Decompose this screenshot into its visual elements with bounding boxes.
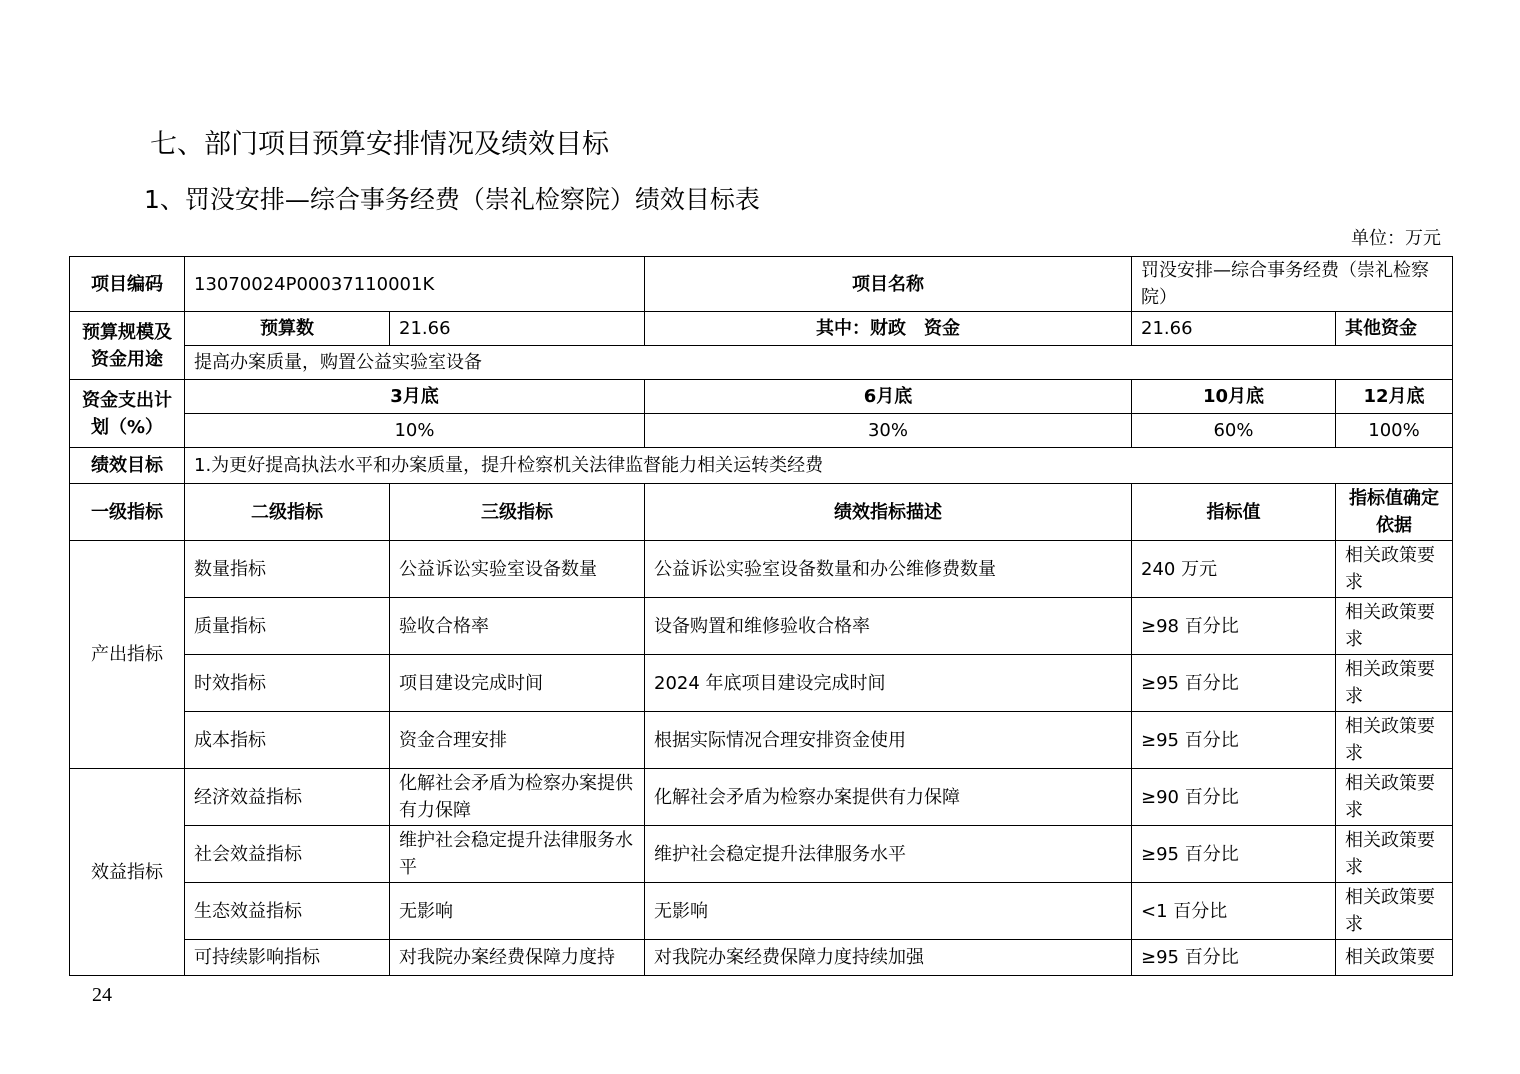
value-cell: 240 万元 [1132,541,1336,598]
basis-cell: 相关政策要求 [1336,541,1453,598]
description-cell: 2024 年底项目建设完成时间 [645,655,1132,712]
fiscal-funds-amount: 21.66 [1141,318,1193,339]
level2-cell: 时效指标 [185,655,390,712]
table-row [70,769,1453,826]
header-level3: 三级指标 [390,484,645,541]
basis-cell: 相关政策要 [1336,940,1453,976]
fiscal-funds-label: 其中：财政 资金 [645,312,1132,346]
header-value: 指标值 [1132,484,1336,541]
level3-cell: 无影响 [390,883,645,940]
level2-cell: 可持续影响指标 [185,940,390,976]
description-cell: 根据实际情况合理安排资金使用 [645,712,1132,769]
table-row [70,940,1453,976]
value-cell: ≥95 百分比 [1132,940,1336,976]
plan-header-oct: 10月底 [1132,380,1336,414]
value-cell: ≥95 百分比 [1132,826,1336,883]
table-title: 1、罚没安排—综合事务经费（崇礼检察院）绩效目标表 [144,185,760,214]
plan-value-jun: 30% [645,414,1132,448]
plan-value-mar: 10% [185,414,645,448]
description-cell: 化解社会矛盾为检察办案提供有力保障 [645,769,1132,826]
basis-cell: 相关政策要求 [1336,712,1453,769]
performance-goal-text: 1.为更好提高执法水平和办案质量，提升检察机关法律监督能力相关运转类经费 [185,448,1453,484]
level2-cell: 生态效益指标 [185,883,390,940]
basis-cell: 相关政策要求 [1336,826,1453,883]
table-row [70,598,1453,655]
value-cell: ≥95 百分比 [1132,655,1336,712]
header-basis: 指标值确定依据 [1336,484,1453,541]
budget-amount-value: 21.66 [390,312,645,346]
unit-label: 单位：万元 [1351,228,1441,249]
table-row [70,883,1453,940]
plan-header-dec: 12月底 [1336,380,1453,414]
performance-goal-table [69,256,1453,976]
page-number: 24 [92,984,112,1006]
budget-amount-label: 预算数 [185,312,390,346]
other-funds-cell [1336,312,1453,346]
plan-value-dec: 100% [1336,414,1453,448]
other-funds-label: 其他资金 [1345,318,1417,339]
level3-cell: 维护社会稳定提升法律服务水平 [390,826,645,883]
description-cell: 维护社会稳定提升法律服务水平 [645,826,1132,883]
value-cell: ≥90 百分比 [1132,769,1336,826]
level2-cell: 质量指标 [185,598,390,655]
description-cell: 公益诉讼实验室设备数量和办公维修费数量 [645,541,1132,598]
header-description: 绩效指标描述 [645,484,1132,541]
level3-cell: 公益诉讼实验室设备数量 [390,541,645,598]
basis-cell: 相关政策要求 [1336,883,1453,940]
level3-cell: 资金合理安排 [390,712,645,769]
header-level2: 二级指标 [185,484,390,541]
level3-cell: 对我院办案经费保障力度持 [390,940,645,976]
plan-header-jun: 6月底 [645,380,1132,414]
level3-cell: 验收合格率 [390,598,645,655]
section-heading: 七、部门项目预算安排情况及绩效目标 [150,129,609,160]
level1-output: 产出指标 [70,541,185,769]
level2-cell: 经济效益指标 [185,769,390,826]
level2-cell: 成本指标 [185,712,390,769]
fiscal-funds-value [1132,312,1336,346]
basis-cell: 相关政策要求 [1336,769,1453,826]
spending-plan-label: 资金支出计划（%） [70,380,185,448]
level3-cell: 项目建设完成时间 [390,655,645,712]
budget-purpose: 提高办案质量，购置公益实验室设备 [185,346,1453,380]
project-name-label: 项目名称 [645,257,1132,312]
table-row [70,712,1453,769]
project-name-value: 罚没安排—综合事务经费（崇礼检察院） [1132,257,1453,312]
basis-cell: 相关政策要求 [1336,598,1453,655]
table-row [70,541,1453,598]
description-cell: 对我院办案经费保障力度持续加强 [645,940,1132,976]
table-row [70,826,1453,883]
performance-goal-label: 绩效目标 [70,448,185,484]
plan-value-oct: 60% [1132,414,1336,448]
value-cell: ≥98 百分比 [1132,598,1336,655]
basis-cell: 相关政策要求 [1336,655,1453,712]
value-cell: <1 百分比 [1132,883,1336,940]
level1-benefit: 效益指标 [70,769,185,976]
budget-label: 预算规模及资金用途 [70,312,185,380]
description-cell: 无影响 [645,883,1132,940]
description-cell: 设备购置和维修验收合格率 [645,598,1132,655]
table-row [70,655,1453,712]
level3-cell: 化解社会矛盾为检察办案提供有力保障 [390,769,645,826]
value-cell: ≥95 百分比 [1132,712,1336,769]
level2-cell: 数量指标 [185,541,390,598]
project-code-value: 13070024P00037110001K [185,257,645,312]
header-level1: 一级指标 [70,484,185,541]
project-code-label: 项目编码 [70,257,185,312]
level2-cell: 社会效益指标 [185,826,390,883]
plan-header-mar: 3月底 [185,380,645,414]
